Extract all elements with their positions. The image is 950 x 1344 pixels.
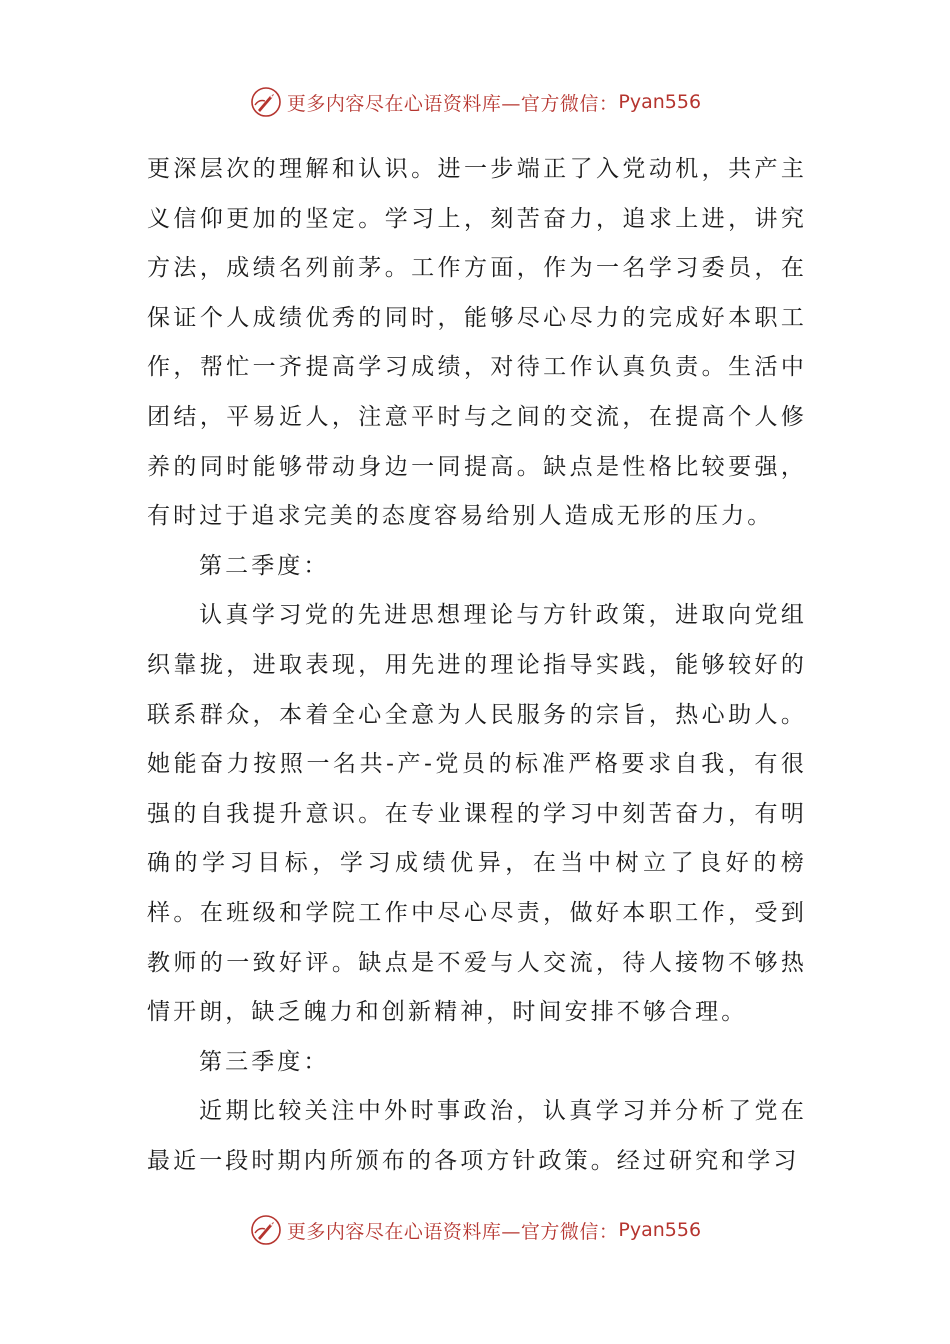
section-heading-q2: 第二季度： bbox=[199, 552, 330, 579]
section-heading-q3: 第三季度： bbox=[199, 1048, 330, 1075]
footer-wechat-id: Pyan556 bbox=[618, 1219, 702, 1241]
pen-nib-logo-icon bbox=[249, 85, 283, 119]
pen-nib-logo-icon bbox=[249, 1213, 283, 1247]
document-body bbox=[147, 145, 807, 1186]
paragraph-q3: 近期比较关注中外时事政治，认真学习并分析了党在最近一段时期内所颁布的各项方针政策。经过研究和学习 bbox=[147, 1098, 807, 1174]
header-wechat-id: Pyan556 bbox=[618, 91, 702, 113]
header-banner bbox=[0, 82, 950, 122]
footer-banner bbox=[0, 1210, 950, 1250]
paragraph-1: 更深层次的理解和认识。进一步端正了入党动机，共产主义信仰更加的坚定。学习上，刻苦奋力，追求上进，讲究方法，成绩名列前茅。工作方面，作为一名学习委员，在保证个人成绩优秀的同时，能够尽心尽力的完成好本职工作，帮忙一齐提高学习成绩，对待工作认真负责。生活中团结，平易近人，注意平时与之间的交流，在提高个人修养的同时能够带动身边一同提高。缺点是性格比较要强，有时过于追求完美的态度容易给别人造成无形的压力。 bbox=[147, 156, 807, 530]
header-banner-text: 更多内容尽在心语资料库—官方微信： bbox=[286, 92, 619, 115]
paragraph-q2: 认真学习党的先进思想理论与方针政策，进取向党组织靠拢，进取表现，用先进的理论指导实践，能够较好的联系群众，本着全心全意为人民服务的宗旨，热心助人。她能奋力按照一名共-产-党员的标准严格要求自我，有很强的自我提升意识。在专业课程的学习中刻苦奋力，有明确的学习目标，学习成绩优异，在当中树立了良好的榜样。在班级和学院工作中尽心尽责，做好本职工作，受到教师的一致好评。缺点是不爱与人交流，待人接物不够热情开朗，缺乏魄力和创新精神，时间安排不够合理。 bbox=[147, 602, 807, 1026]
footer-banner-text: 更多内容尽在心语资料库—官方微信： bbox=[286, 1220, 619, 1243]
